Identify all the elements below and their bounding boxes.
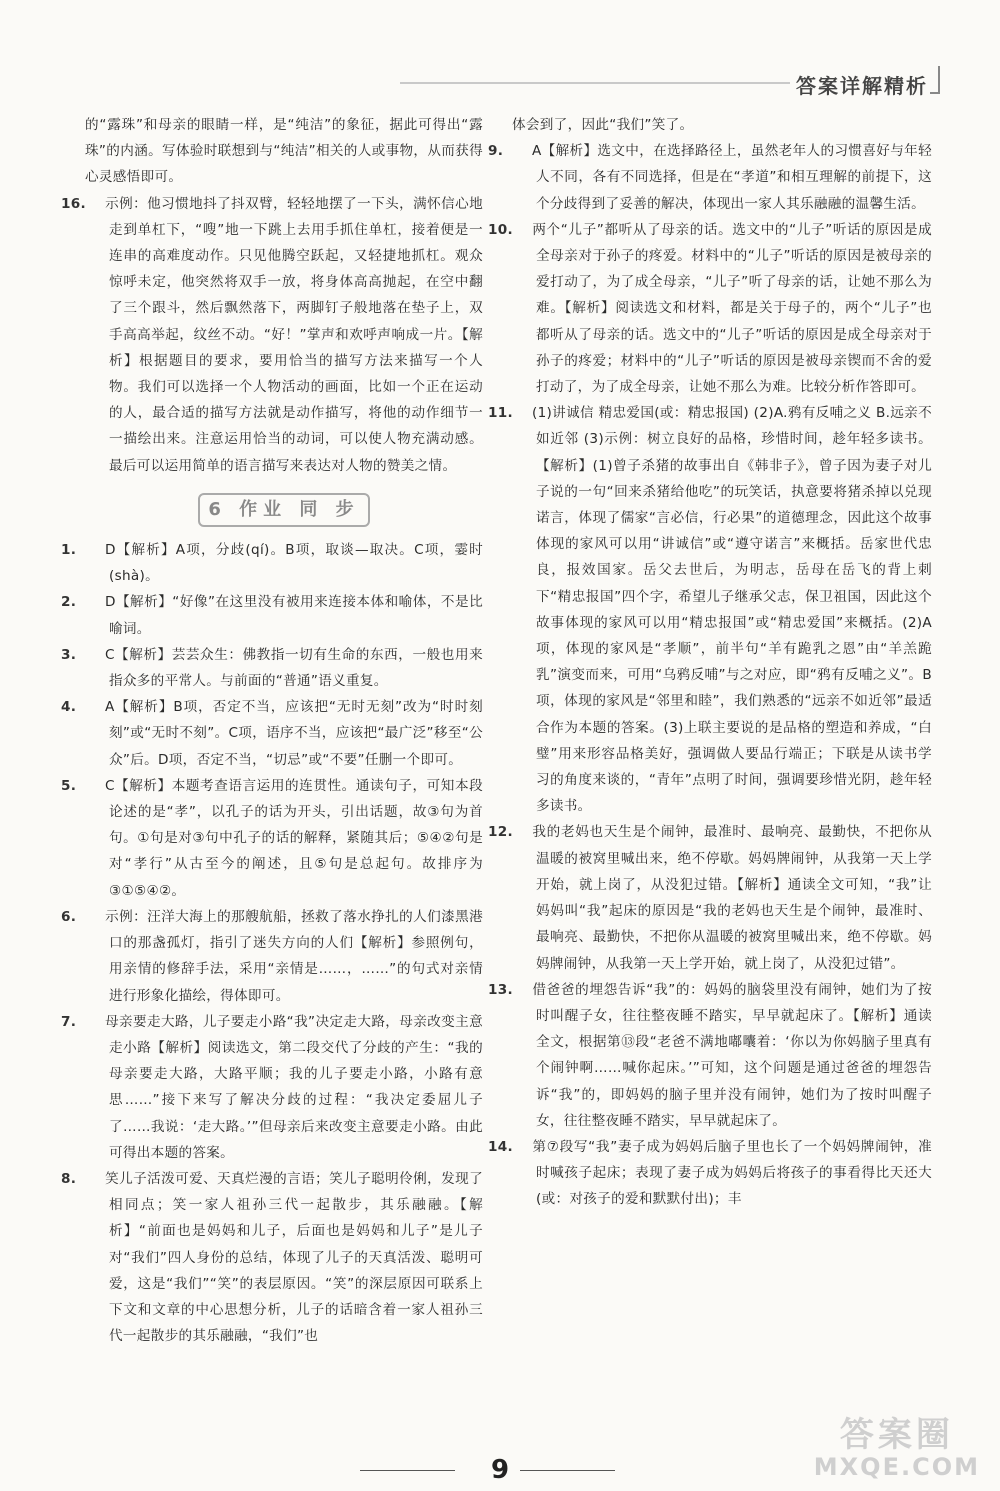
answer-10: 10. 两个“儿子”都听从了母亲的话。选文中的“儿子”听话的原因是成全母亲对于孙子的疼爱。材料中的“儿子”听话的原因是被母亲的爱打动了，为了成全母亲，“儿子”听了母亲的话，让她不那么为难。【解析】阅读选文和材料，都是关于母子的，两个“儿子”也都听从了母亲的话。选文中的“儿子”听话的原因是成全母亲对于孙子的疼爱；材料中的“儿子”听话的原因是被母亲锲而不舍的爱打动了，为了成全母亲，让她不那么为难。比较分析作答即可。 xyxy=(488,221,932,396)
answer-11: 11. (1)讲诚信 精忠爱国(或：精忠报国) (2)A.鸦有反哺之义 B.远亲不如近邻 (3)示例：树立良好的品格，珍惜时间，趁年轻多读书。【解析】(1)曾子杀猪的故事出自《韩非子》，曾子因为妻子对儿子说的一句“回来杀猪给他吃”的玩笑话，执意要将猪杀掉以兑现诺言，体现了儒家“言必信，行必果”的道德理念，因此这个故事体现的家风可以用“讲诚信”或“遵守诺言”来概括。岳家世代忠良，报效国家。岳父去世后，为明志，岳母在岳飞的背上刺下“精忠报国”四个字，希望儿子继承父志，保卫祖国，因此这个故事体现的家风可以用“精忠报国”或“精忠爱国”来概括。(2)A项，体现的家风是“孝顺”，前半句“羊有跪乳之恩”由“羊羔跪乳”演变而来，可用“乌鸦反哺”与之对应，即“鸦有反哺之义”。B项，体现的家风是“邻里和睦”，我们熟悉的“远亲不如近邻”最适合作为本题的答案。(3)上联主要说的是品格的塑造和养成，“白璧”用来形容品格美好，强调做人要品行端正；下联是从读书学习的角度来谈的，“青年”点明了时间，强调要珍惜光阴，趁年轻多读书。 xyxy=(488,405,932,815)
header-bracket xyxy=(930,66,940,94)
answer-14: 14. 第⑦段写“我”妻子成为妈妈后脑子里也长了一个妈妈牌闹钟，准时喊孩子起床；表现了妻子成为妈妈后将孩子的事看得比天还大(或：对孩子的爱和默默付出)；丰 xyxy=(488,1138,932,1208)
right-column xyxy=(488,112,932,1213)
site-watermark-logo xyxy=(813,1415,980,1483)
answer-13: 13. 借爸爸的埋怨告诉“我”的：妈妈的脑袋里没有闹钟，她们为了按时叫醒子女，往往整夜睡不踏实，早早就起床了。【解析】通读全文，根据第⑬段“老爸不满地嘟囔着：‘你以为你妈脑子里真有个闹钟啊……喊你起床。’”可知，这个问题是通过爸爸的埋怨告诉“我”的，即妈妈的脑子里并没有闹钟，她们为了按时叫醒子女，往往整夜睡不踏实，早早就起床了。 xyxy=(488,981,932,1129)
answer-4: 4. A【解析】B项，否定不当，应该把“无时无刻”改为“时时刻刻”或“无时不刻”。C项，语序不当，应该把“最广泛”移至“公众”后。D项，否定不当，“切忌”或“不要”任删一个即可。 xyxy=(61,699,483,768)
answer-3: 3. C【解析】芸芸众生：佛教指一切有生命的东西，一般也用来指众多的平常人。与前面的“普通”语义重复。 xyxy=(61,646,483,690)
answer-6: 6. 示例：汪洋大海上的那艘航船，拯救了落水挣扎的人们漆黑港口的那盏孤灯，指引了迷失方向的人们【解析】参照例句，用亲情的修辞手法，采用“亲情是……，……”的句式对亲情进行形象化描绘，得体即可。 xyxy=(61,908,483,1004)
page-number: 9 xyxy=(490,1455,510,1485)
answer-7: 7. 母亲要走大路，儿子要走小路“我”决定走大路，母亲改变主意走小路【解析】阅读选文，第二段交代了分歧的产生：“我的母亲要走大路，大路平顺；我的儿子要走小路，小路有意思……”接下来写了解决分歧的过程：“我决定委屈儿子了……我说：‘走大路。’”但母亲后来改变主意要走小路。由此可得出本题的答案。 xyxy=(61,1013,483,1161)
footer-rule-left xyxy=(360,1470,455,1471)
footer-rule-right xyxy=(520,1470,615,1471)
answer-2: 2. D【解析】“好像”在这里没有被用来连接本体和喻体，不是比喻词。 xyxy=(61,594,483,637)
answer-12: 12. 我的老妈也天生是个闹钟，最准时、最响亮、最勤快，不把你从温暖的被窝里喊出来，绝不停歇。妈妈牌闹钟，从我第一天上学开始，就上岗了，从没犯过错。【解析】通读全文可知，“我”让妈妈叫“我”起床的原因是“我的老妈也天生是个闹钟，最准时、最响亮、最勤快，不把你从温暖的被窝里喊出来，绝不停歇。妈妈牌闹钟，从我第一天上学开始，就上岗了，从没犯过错”。 xyxy=(488,824,932,972)
header-rule xyxy=(400,82,790,84)
right-intro-paragraph: 体会到了，因此“我们”笑了。 xyxy=(512,117,694,133)
header-title: 答案详解精析 xyxy=(796,74,928,98)
section-heading: 6 作业 同 步 xyxy=(85,493,483,527)
left-intro-paragraph: 的“露珠”和母亲的眼睛一样，是“纯洁”的象征，据此可得出“露珠”的内涵。写体验时联想到与“纯洁”相关的人或事物，从而获得心灵感悟即可。 xyxy=(85,117,483,186)
left-column xyxy=(61,112,483,1349)
answer-9: 9. A【解析】选文中，在选择路径上，虽然老年人的习惯喜好与年轻人不同，各有不同选择，但是在“孝道”和相互理解的前提下，这个分歧得到了妥善的解决，体现出一家人其乐融融的温馨生活。 xyxy=(488,143,932,212)
answer-8: 8. 笑儿子活泼可爱、天真烂漫的言语；笑儿子聪明伶俐，发现了相同点；笑一家人祖孙三代一起散步，其乐融融。【解析】“前面也是妈妈和儿子，后面也是妈妈和儿子”是儿子对“我们”四人身份的总结，体现了儿子的天真活泼、聪明可爱，这是“我们”“笑”的表层原因。“笑”的深层原因可联系上下文和文章的中心思想分析，儿子的话暗含着一家人祖孙三代一起散步的其乐融融，“我们”也 xyxy=(61,1170,483,1345)
answer-16: 16. 示例：他习惯地抖了抖双臂，轻轻地摆了一下头，满怀信心地走到单杠下，“嗖”地一下跳上去用手抓住单杠，接着便是一连串的高难度动作。只见他腾空跃起，又轻捷地抓杠。观众惊呼未定，他突然将双手一放，将身体高高抛起，在空中翻了三个跟斗，然后飘然落下，两脚钉子般地落在垫子上，双手高高举起，纹丝不动。“好！”掌声和欢呼声响成一片。【解析】根据题目的要求，要用恰当的描写方法来描写一个人物。我们可以选择一个人物活动的画面，比如一个正在运动的人，最合适的描写方法就是动作描写，将他的动作细节一一描绘出来。注意运用恰当的动词，可以使人物充满动感。最后可以运用简单的语言描写来表达对人物的赞美之情。 xyxy=(61,195,483,474)
answer-5: 5. C【解析】本题考查语言运用的连贯性。通读句子，可知本段论述的是“孝”，以孔子的话为开头，引出话题，故③句为首句。①句是对③句中孔子的话的解释，紧随其后；⑤④②句是对“孝行”从古至今的阐述，且⑤句是总起句。故排序为③①⑤④②。 xyxy=(61,777,483,899)
watermark-logo-text: 答案圈 xyxy=(839,1415,954,1455)
watermark-url: MXQE.COM xyxy=(813,1453,980,1481)
answer-1: 1. D【解析】A项，分歧(qí)。B项，取谈—取决。C项，霎时(shà)。 xyxy=(61,542,483,585)
